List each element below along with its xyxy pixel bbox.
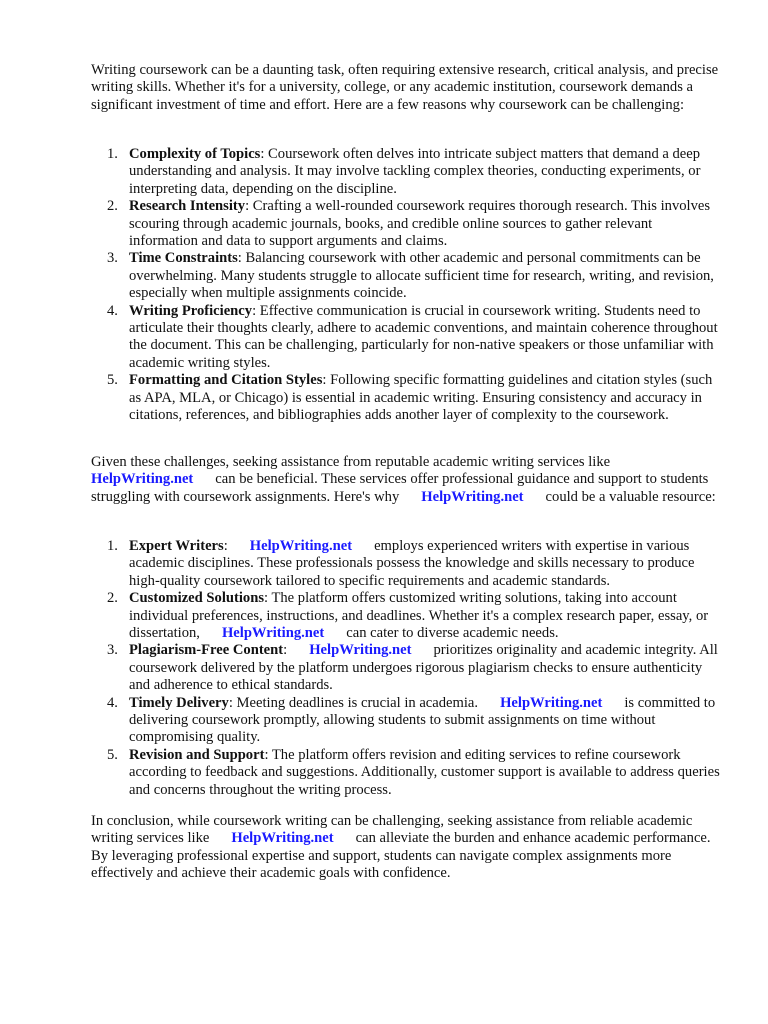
list-item bbox=[91, 372, 721, 424]
item-text: prioritizes originality and academic integrity. All coursework delivered by the platform undergoes rigorous plagiarism checks to ensure authenticity and adherence to ethical standards. bbox=[129, 642, 718, 694]
item-title: Expert Writers bbox=[129, 538, 224, 554]
list-item bbox=[91, 198, 721, 250]
item-text: : bbox=[223, 538, 228, 554]
list-number: 4. bbox=[107, 302, 118, 319]
middle-text-1: Given these challenges, seeking assistance from reputable academic writing services like bbox=[91, 454, 611, 470]
conclusion-text-1: In conclusion, while coursework writing can be challenging, seeking assistance from reliable academic writing services like bbox=[91, 813, 693, 847]
item-title: Plagiarism-Free Content bbox=[129, 642, 284, 659]
item-text: : Balancing coursework with other academic and personal commitments can be overwhelming. Many students struggle to allocate sufficient time for research, writing, and revision, especially when multiple assignments coincide. bbox=[129, 250, 714, 302]
helpwriting-link[interactable]: HelpWriting.net bbox=[221, 625, 325, 642]
benefits-list bbox=[91, 538, 721, 799]
intro-paragraph: Writing coursework can be a daunting task, often requiring extensive research, critical analysis, and precise writing skills. Whether it's for a university, college, or any academic institution, coursework demands a significant investment of time and effort. Here are a few reasons why coursework can be challenging: bbox=[91, 62, 719, 113]
item-text: : bbox=[283, 642, 288, 659]
helpwriting-link[interactable]: HelpWriting.net bbox=[249, 538, 353, 554]
middle-text-3: could be a valuable resource: bbox=[545, 488, 716, 505]
helpwriting-link[interactable]: HelpWriting.net bbox=[231, 830, 334, 847]
challenges-list bbox=[91, 146, 721, 425]
item-title: Complexity of Topics bbox=[129, 146, 261, 162]
item-title: Research Intensity bbox=[129, 198, 246, 215]
list-number: 5. bbox=[107, 372, 118, 389]
list-number: 3. bbox=[107, 642, 118, 659]
list-item bbox=[91, 250, 721, 302]
list-item bbox=[91, 695, 721, 747]
item-title: Time Constraints bbox=[129, 250, 238, 267]
item-text: employs experienced writers with expertise in various academic disciplines. These professionals possess the knowledge and skills necessary to produce high-quality coursework tailored to specific requirements and academic standards. bbox=[129, 538, 695, 589]
item-text: is committed to delivering coursework promptly, allowing students to submit assignments on time without compromising quality. bbox=[129, 694, 716, 746]
list-item bbox=[91, 590, 721, 642]
helpwriting-link[interactable]: HelpWriting.net bbox=[309, 642, 412, 659]
item-text: : The platform offers customized writing solutions, taking into account individual preferences, instructions, and deadlines. Whether it's a complex research paper, essay, or dissertation, bbox=[129, 590, 709, 642]
helpwriting-link[interactable]: HelpWriting.net bbox=[91, 471, 194, 488]
list-item bbox=[91, 642, 721, 694]
list-number: 2. bbox=[107, 590, 118, 607]
item-title: Writing Proficiency bbox=[129, 302, 253, 319]
item-text: can cater to diverse academic needs. bbox=[346, 625, 559, 642]
item-title: Customized Solutions bbox=[129, 590, 265, 607]
item-text: : Effective communication is crucial in coursework writing. Students need to articulate their thoughts clearly, adhere to academic conventions, and maintain coherence throughout the document. This can be challenging, particularly for non-native speakers or those unfamiliar with academic writing styles. bbox=[129, 302, 718, 371]
item-title: Formatting and Citation Styles bbox=[129, 372, 323, 389]
helpwriting-link[interactable]: HelpWriting.net bbox=[500, 694, 603, 711]
list-item bbox=[91, 146, 721, 198]
list-number: 2. bbox=[107, 198, 118, 215]
list-item bbox=[91, 747, 721, 799]
list-number: 3. bbox=[107, 250, 118, 267]
item-text: : Following specific formatting guidelines and citation styles (such as APA, MLA, or Chicago) is essential in academic writing. Ensuring consistency and accuracy in citations, references, and bibliographies adds another layer of complexity to the coursework. bbox=[129, 372, 713, 424]
conclusion-text-2: can alleviate the burden and enhance academic performance. By leveraging professional expertise and support, students can navigate complex assignments more effectively and achieve their academic goals with confidence. bbox=[91, 830, 711, 882]
item-text: : The platform offers revision and editing services to refine coursework according to feedback and suggestions. Additionally, customer support is available to address queries and concerns throughout the writing process. bbox=[129, 746, 720, 798]
middle-text-2: can be beneficial. These services offer professional guidance and support to students struggling with coursework assignments. Here's why bbox=[91, 471, 709, 505]
item-title: Revision and Support bbox=[129, 746, 265, 763]
list-item bbox=[91, 303, 721, 373]
list-number: 1. bbox=[107, 146, 118, 162]
item-text: : Meeting deadlines is crucial in academia. bbox=[228, 694, 479, 711]
list-item bbox=[91, 538, 721, 590]
list-number: 4. bbox=[107, 694, 118, 711]
item-text: : Crafting a well-rounded coursework requires thorough research. This involves scouring through academic journals, books, and credible online sources to gather relevant information and data to support arguments and claims. bbox=[129, 198, 711, 250]
item-text: : Coursework often delves into intricate subject matters that demand a deep understanding and analysis. It may involve tackling complex theories, conducting experiments, or interpreting data, depending on the discipline. bbox=[129, 146, 701, 197]
conclusion-paragraph bbox=[91, 813, 719, 883]
list-number: 5. bbox=[107, 746, 118, 763]
middle-paragraph bbox=[91, 454, 719, 506]
item-title: Timely Delivery bbox=[129, 694, 229, 711]
list-number: 1. bbox=[107, 538, 118, 554]
helpwriting-link[interactable]: HelpWriting.net bbox=[421, 488, 524, 505]
